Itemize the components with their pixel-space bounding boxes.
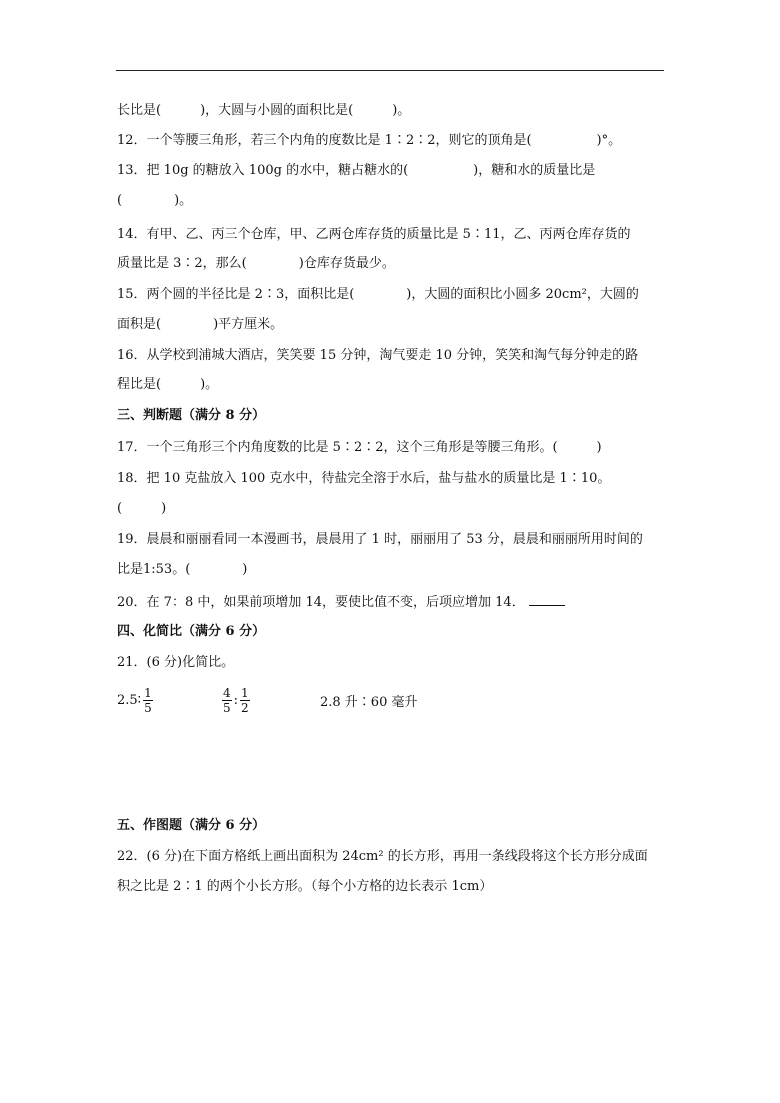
question-13-line-2: ( )。 [117,193,193,208]
fraction-denominator: 5 [223,700,231,715]
question-18-line-1: 18．把 10 克盐放入 100 克水中，待盐完全溶于水后，盐与盐水的质量比是 1∶10。 [117,471,611,486]
question-15-line-1: 15．两个圆的半径比是 2∶3，面积比是( )，大圆的面积比小圆多 20cm²，大圆的 [117,287,639,302]
question-18-line-2: ( ) [117,501,167,516]
ratio-expressions [117,680,517,720]
question-17: 17．一个三角形三个内角度数的比是 5∶2∶2，这个三角形是等腰三角形。( ) [117,440,602,455]
section-5-heading: 五、作图题（满分 6 分） [117,818,266,833]
fraction-denominator: 5 [144,700,152,715]
fraction-numerator: 1 [241,685,249,700]
ratio-expression-3: 2.8 升∶60 毫升 [320,694,418,710]
fraction [143,686,153,715]
question-20 [117,593,565,611]
question-12: 12．一个等腰三角形，若三个内角的度数比是 1∶2∶2，则它的顶角是( )°。 [117,133,622,148]
question-13-line-1: 13．把 10g 的糖放入 100g 的水中，糖占糖水的( )，糖和水的质量比是 [117,163,596,178]
question-14-line-2: 质量比是 3∶2，那么( )仓库存货最少。 [117,256,395,271]
question-16-line-1: 16．从学校到浦城大酒店，笑笑要 15 分钟，淘气要走 10 分钟，笑笑和淘气每分钟走的路 [117,348,639,363]
question-22-line-1: 22．(6 分)在下面方格纸上画出面积为 24cm² 的长方形，再用一条线段将这个长方形分成面 [117,849,648,864]
question-14-line-1: 14．有甲、乙、丙三个仓库，甲、乙两仓库存货的质量比是 5∶11，乙、丙两仓库存货的 [117,227,631,242]
question-22-line-2: 积之比是 2∶1 的两个小长方形。（每个小方格的边长表示 1cm） [117,879,493,894]
ratio-expression-2 [220,680,252,720]
ratio-expression-1 [117,680,155,720]
question-11-continuation: 长比是( )，大圆与小圆的面积比是( )。 [117,103,411,118]
question-19-line-1: 19．晨晨和丽丽看同一本漫画书，晨晨用了 1 时，丽丽用了 53 分，晨晨和丽丽所用时间的 [117,532,643,547]
section-3-heading: 三、判断题（满分 8 分） [117,408,266,423]
section-4-heading: 四、化简比（满分 6 分） [117,624,266,639]
fraction [222,686,232,715]
answer-blank [529,593,565,606]
fraction-numerator: 1 [144,685,152,700]
header-rule [116,70,664,71]
fraction [240,686,250,715]
question-16-line-2: 程比是( )。 [117,377,219,392]
question-21: 21．(6 分)化简比。 [117,655,235,670]
fraction-denominator: 2 [241,700,249,715]
question-20-text: 20．在 7：8 中，如果前项增加 14，要使比值不变，后项应增加 14． [117,595,525,610]
ratio-separator: : [233,692,239,708]
fraction-numerator: 4 [223,685,231,700]
expression-prefix: 2.5∶ [117,692,142,708]
question-19-line-2: 比是1:53。( ) [117,562,248,577]
question-15-line-2: 面积是( )平方厘米。 [117,317,284,332]
